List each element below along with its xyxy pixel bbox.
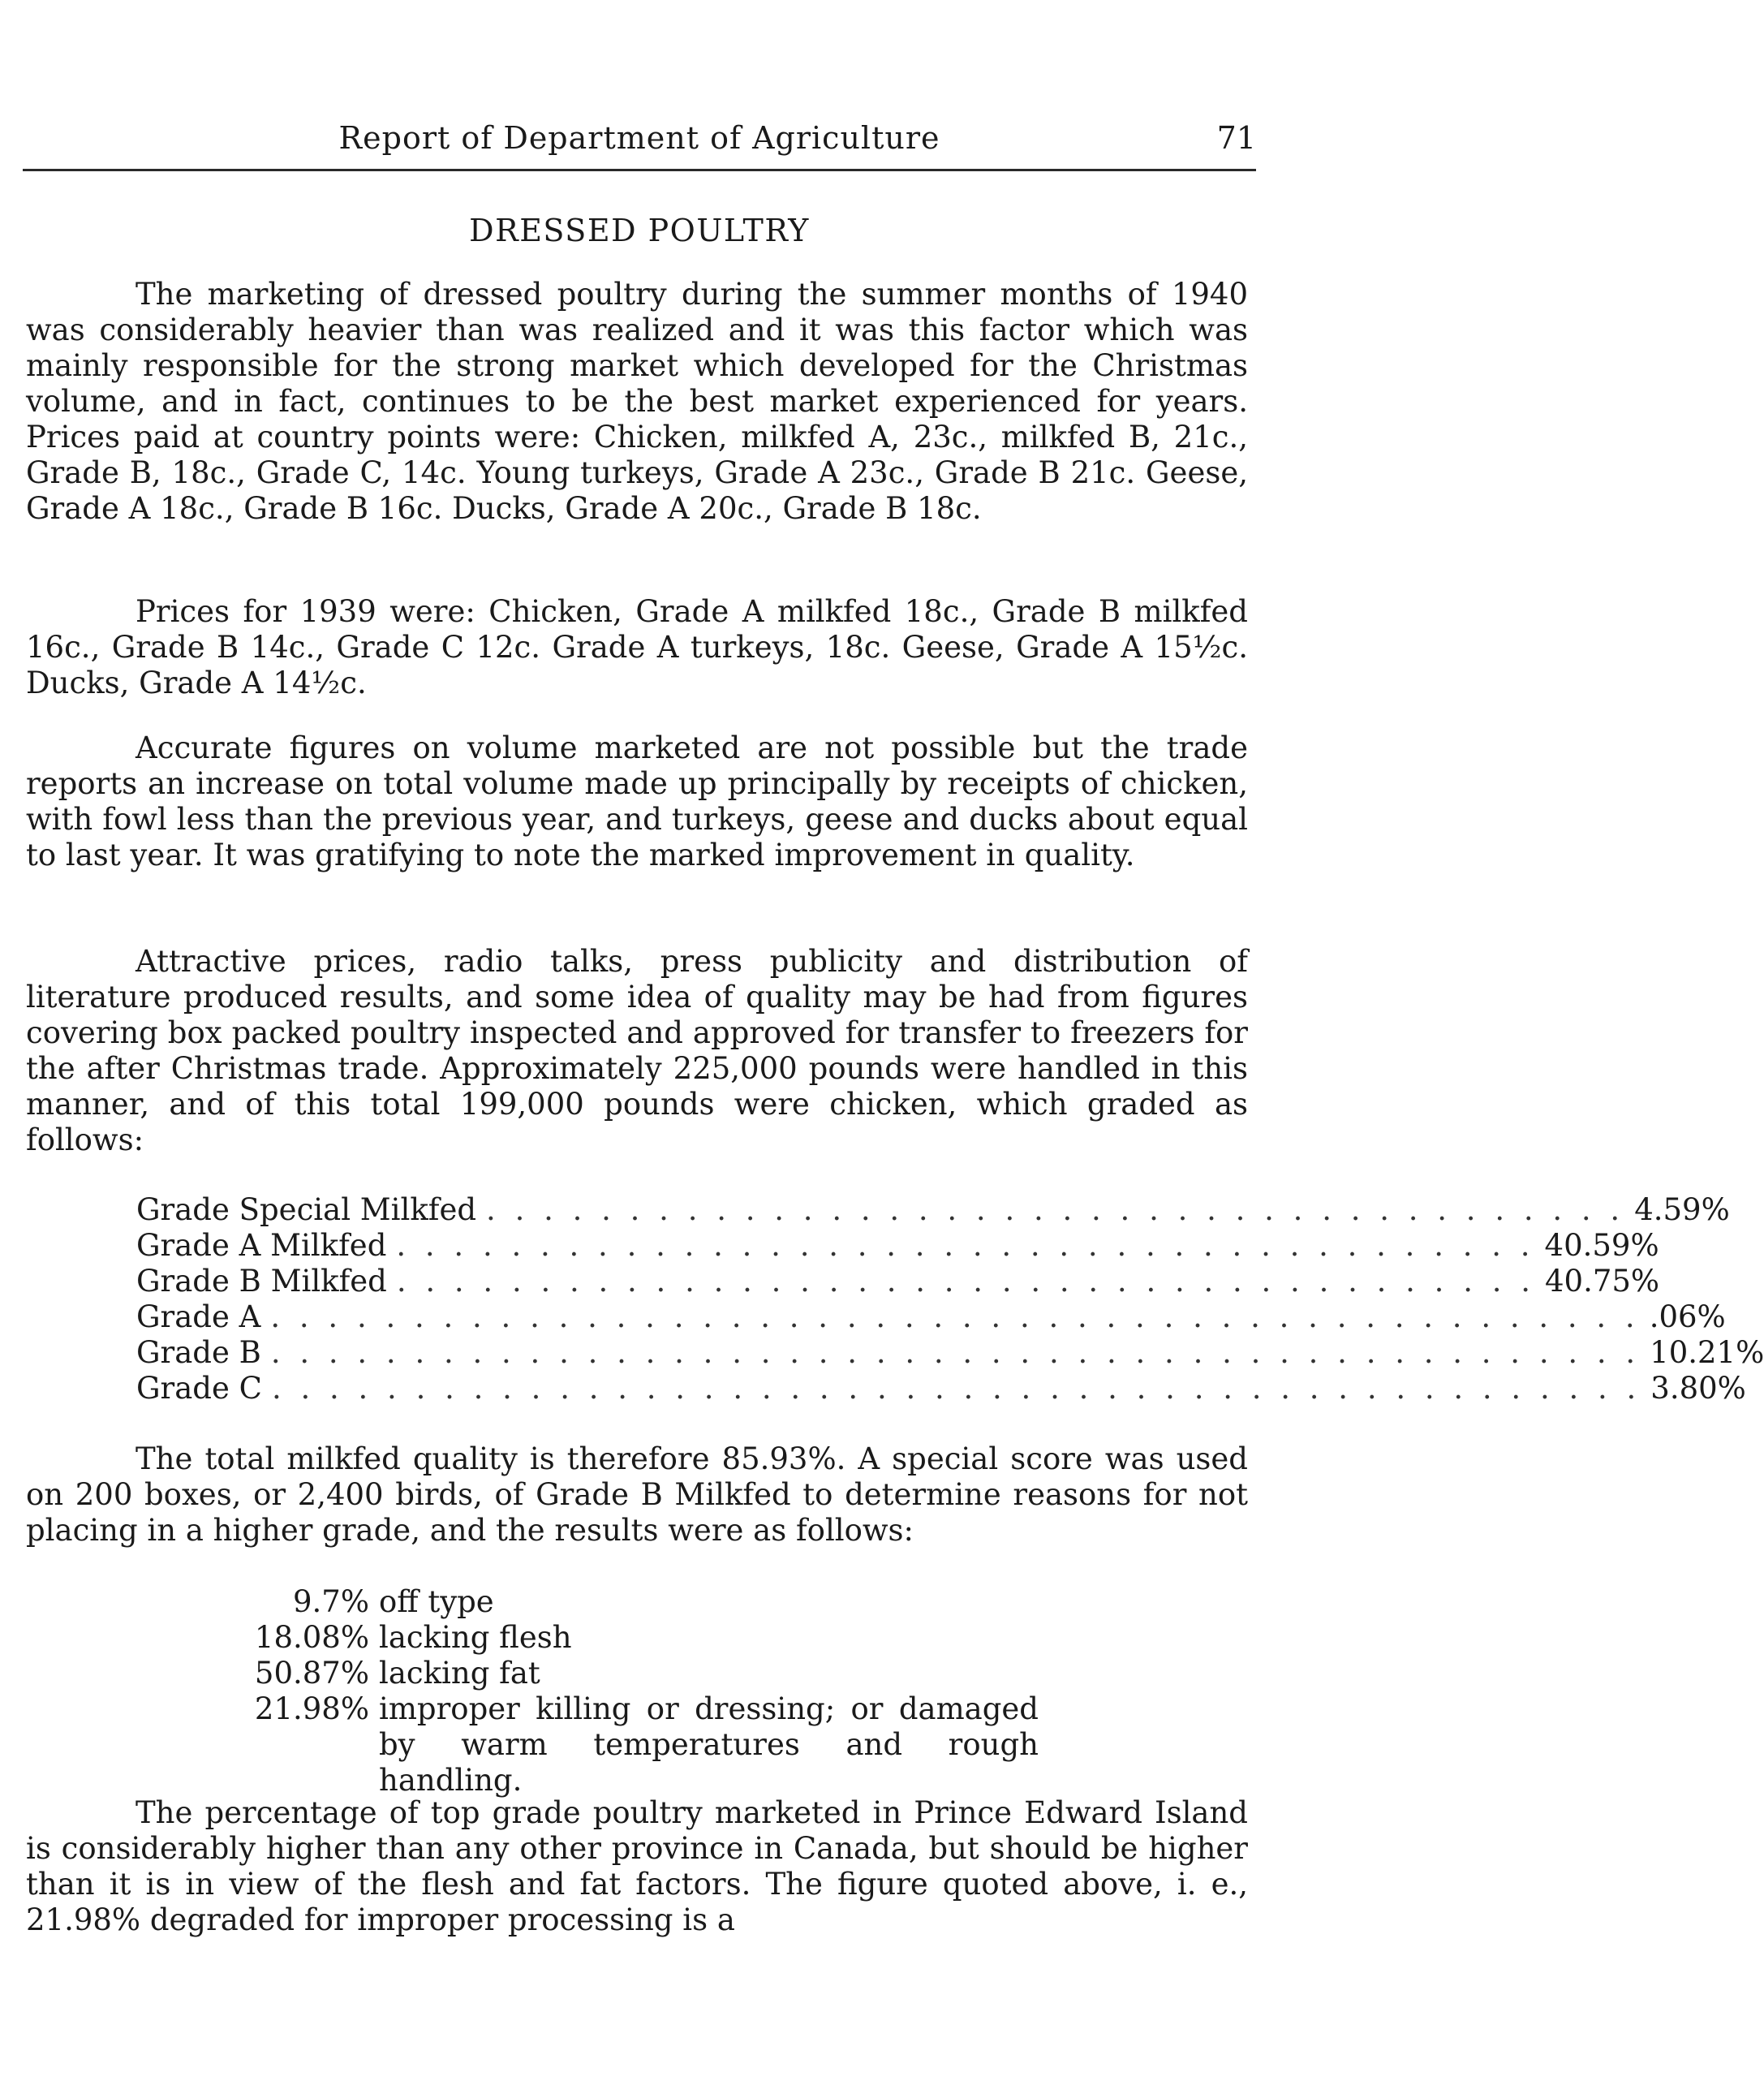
- grade-label: Grade C: [136, 1371, 262, 1406]
- grade-value: 40.59%: [1544, 1228, 1659, 1263]
- defect-row: [227, 1691, 1039, 1799]
- grade-value: .06%: [1649, 1299, 1726, 1334]
- paragraph-5: [26, 1441, 1248, 1549]
- grade-row: [136, 1228, 1659, 1264]
- header-rule: [23, 169, 1256, 171]
- grade-value: 10.21%: [1650, 1335, 1764, 1370]
- grade-row: [136, 1371, 1746, 1407]
- grade-row: [136, 1192, 1730, 1228]
- defect-percent: 50.87%: [254, 1656, 369, 1691]
- defect-reason: lacking flesh: [379, 1620, 572, 1655]
- defect-percent: 9.7%: [293, 1584, 369, 1619]
- paragraph-text: The marketing of dressed poultry during the summer months of 1940 was considerably heavier than was realized and it was this factor which was mainly responsible for the strong market which developed for the Christmas volume, and in fact, continues to be the best market experienced for years. Prices paid at country points were: Chicken, milkfed A, 23c., milkfed B, 21c., Grade B, 18c., Grade C, 14c. Young turkeys, Grade A 23c., Grade B 21c. Geese, Grade A 18c., Grade B 16c. Ducks, Grade A 20c., Grade B 18c.: [26, 277, 1248, 526]
- defect-row: [227, 1584, 1039, 1620]
- paragraph-text: Accurate figures on volume marketed are not possible but the trade reports an increase on total volume made up principally by receipts of chicken, with fowl less than the previous year, and turkeys, geese and ducks about equal to last year. It was gratifying to note the marked improvement in quality.: [26, 730, 1248, 872]
- page-number: 71: [1216, 120, 1256, 156]
- dot-leader: . . . . . . . . . . . . . . . . . . . . . . . . . . . . . . . . . . . . . . . .: [486, 1192, 1625, 1227]
- grade-value: 3.80%: [1650, 1371, 1746, 1406]
- dot-leader: . . . . . . . . . . . . . . . . . . . . . . . . . . . . . . . . . . . . . . . . . . . . . . . .: [271, 1371, 1641, 1406]
- grade-label: Grade Special Milkfed: [136, 1192, 477, 1227]
- defect-percent: 21.98%: [254, 1691, 369, 1726]
- defect-row: [227, 1656, 1039, 1691]
- paragraph-text: Prices for 1939 were: Chicken, Grade A milkfed 18c., Grade B milkfed 16c., Grade B 14c., Grade C 12c. Grade A turkeys, 18c. Geese, Grade A 15½c. Ducks, Grade A 14½c.: [26, 594, 1248, 700]
- defect-row: [227, 1620, 1039, 1656]
- paragraph-1: [26, 277, 1248, 527]
- grade-label: Grade B Milkfed: [136, 1264, 387, 1299]
- running-header: [23, 120, 1256, 169]
- defect-reason: off type: [379, 1584, 494, 1619]
- dot-leader: . . . . . . . . . . . . . . . . . . . . . . . . . . . . . . . . . . . . . . . . . . . . . . . .: [270, 1335, 1641, 1370]
- grade-value: 40.75%: [1545, 1264, 1660, 1299]
- section-title: DRESSED POULTRY: [469, 213, 810, 248]
- running-title: Report of Department of Agriculture: [338, 120, 940, 156]
- grade-label: Grade A: [136, 1299, 261, 1334]
- grade-value: 4.59%: [1634, 1192, 1730, 1227]
- defect-reason: lacking fat: [379, 1656, 540, 1691]
- paragraph-text: Attractive prices, radio talks, press publicity and distribution of literature produced results, and some idea of quality may be had from figures covering box packed poultry inspected and approved for transfer to freezers for the after Christmas trade. Approximately 225,000 pounds were handled in this manner, and of this total 199,000 pounds were chicken, which graded as follows:: [26, 944, 1248, 1157]
- defect-percent: 18.08%: [254, 1620, 369, 1655]
- paragraph-text: The total milkfed quality is therefore 85.93%. A special score was used on 200 boxes, or 2,400 birds, of Grade B Milkfed to determine reasons for not placing in a higher grade, and the results were as follows:: [26, 1441, 1248, 1548]
- grade-label: Grade A Milkfed: [136, 1228, 387, 1263]
- grade-label: Grade B: [136, 1335, 261, 1370]
- grade-row: [136, 1299, 1726, 1335]
- paragraph-3: [26, 730, 1248, 873]
- defect-list: [227, 1584, 1039, 1799]
- dot-leader: . . . . . . . . . . . . . . . . . . . . . . . . . . . . . . . . . . . . . . . . . . . . . . . .: [270, 1299, 1640, 1334]
- grade-row: [136, 1335, 1764, 1371]
- grade-row: [136, 1264, 1660, 1299]
- paragraph-6: [26, 1795, 1248, 1938]
- grade-table: [136, 1192, 1764, 1407]
- defect-reason: improper killing or dressing; or damaged by warm temperatures and rough handling.: [379, 1691, 1039, 1798]
- paragraph-text: The percentage of top grade poultry marketed in Prince Edward Island is considerably higher than any other province in Canada, but should be higher than it is in view of the flesh and fat factors. The figure quoted above, i. e., 21.98% degraded for improper processing is a: [26, 1795, 1248, 1937]
- dot-leader: . . . . . . . . . . . . . . . . . . . . . . . . . . . . . . . . . . . . . . . .: [396, 1228, 1535, 1263]
- dot-leader: . . . . . . . . . . . . . . . . . . . . . . . . . . . . . . . . . . . . . . . .: [396, 1264, 1535, 1299]
- paragraph-4: [26, 944, 1248, 1158]
- paragraph-2: [26, 594, 1248, 701]
